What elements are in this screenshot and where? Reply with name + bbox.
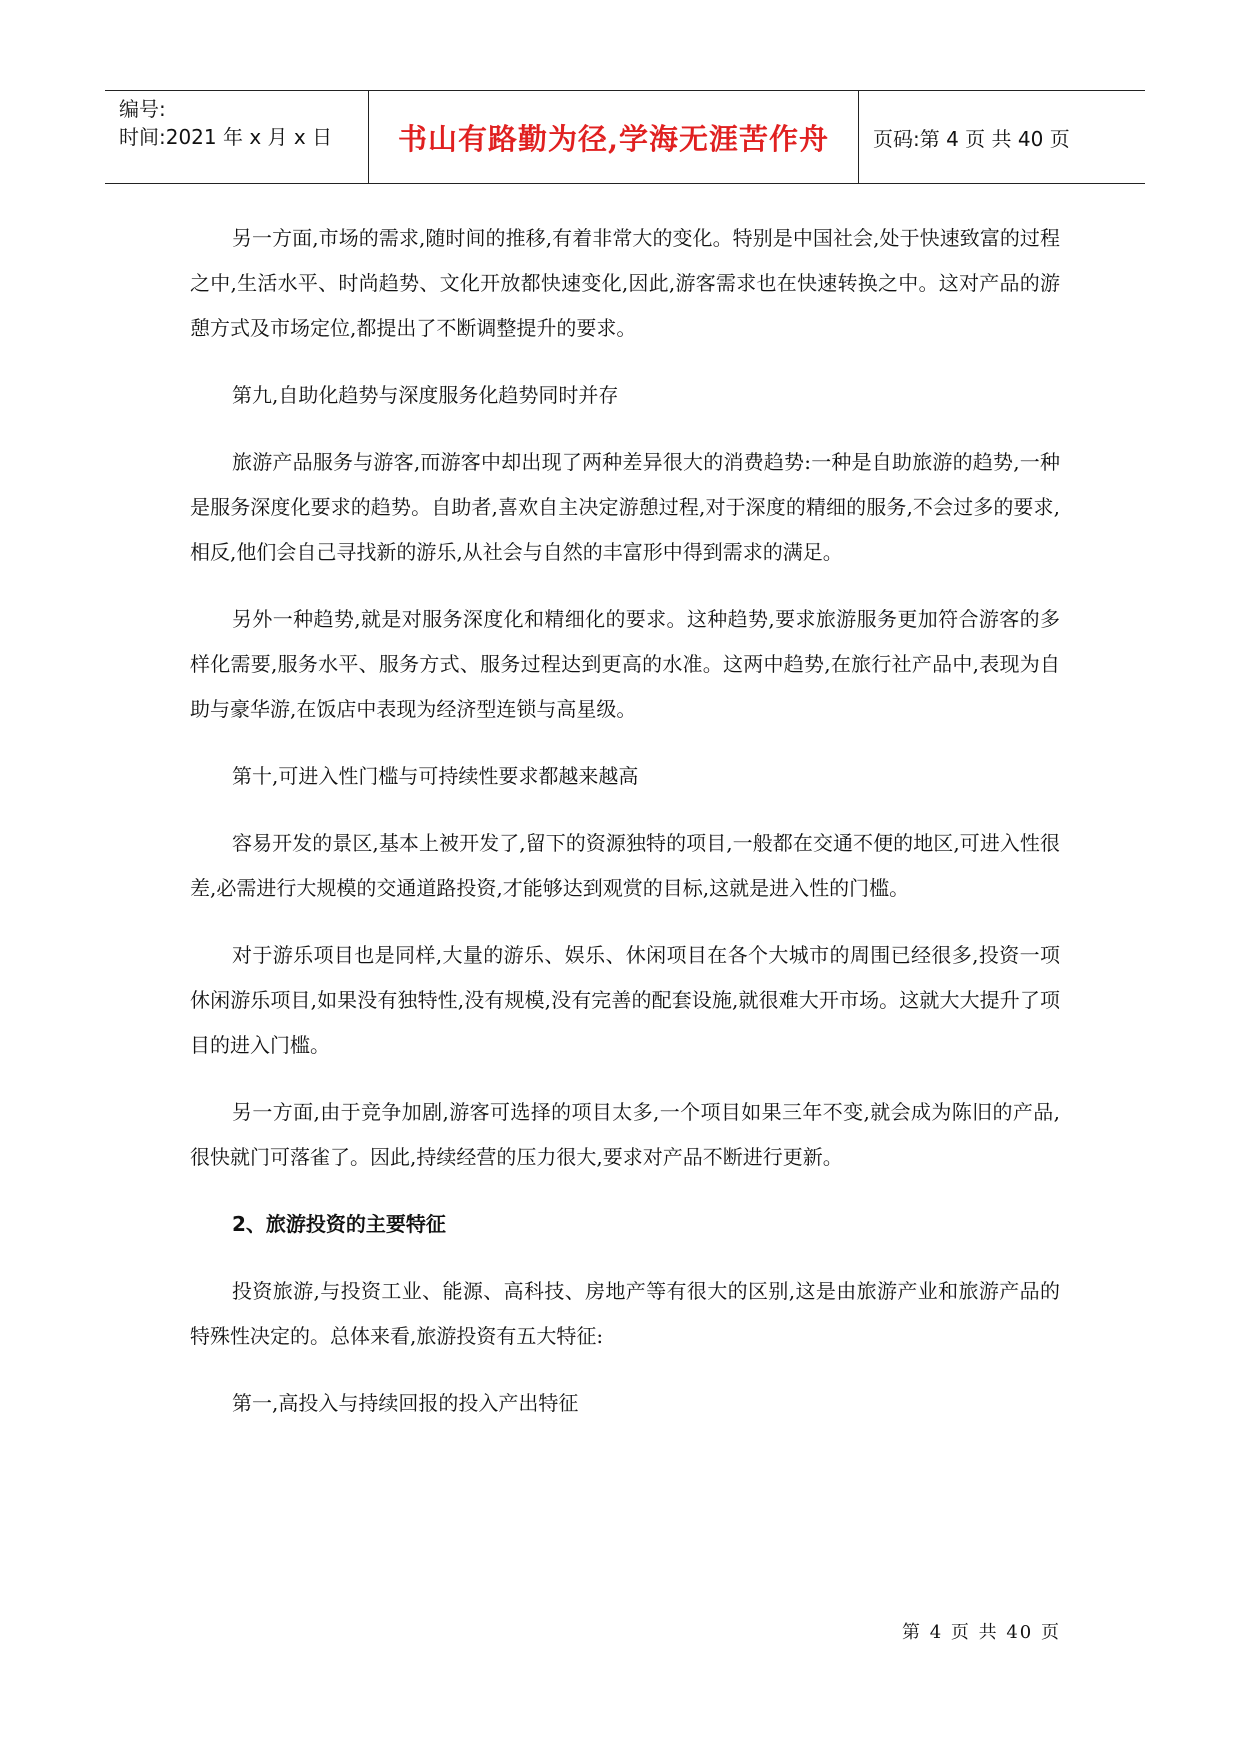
subheading: 第九,自助化趋势与深度服务化趋势同时并存	[232, 383, 619, 407]
page-footer: 第 4 页 共 40 页	[902, 1622, 1061, 1643]
document-time-label: 时间:2021 年 x 月 x 日	[119, 125, 333, 149]
subheading: 第十,可进入性门槛与可持续性要求都越来越高	[232, 764, 639, 788]
header-page-cell	[859, 91, 1145, 183]
header-meta	[105, 91, 369, 183]
paragraph: 另一方面,市场的需求,随时间的推移,有着非常大的变化。特别是中国社会,处于快速致富的过程之中,生活水平、时尚趋势、文化开放都快速变化,因此,游客需求也在快速转换之中。这对产品的游憩方式及市场定位,都提出了不断调整提升的要求。	[190, 226, 1060, 340]
paragraph: 另一方面,由于竞争加剧,游客可选择的项目太多,一个项目如果三年不变,就会成为陈旧的产品,很快就门可落雀了。因此,持续经营的压力很大,要求对产品不断进行更新。	[190, 1100, 1060, 1169]
section-heading: 2、旅游投资的主要特征	[232, 1212, 446, 1236]
paragraph: 另外一种趋势,就是对服务深度化和精细化的要求。这种趋势,要求旅游服务更加符合游客的多样化需要,服务水平、服务方式、服务过程达到更高的水准。这两中趋势,在旅行社产品中,表现为自助与豪华游,在饭店中表现为经济型连锁与高星级。	[190, 607, 1060, 721]
paragraph: 对于游乐项目也是同样,大量的游乐、娱乐、休闲项目在各个大城市的周围已经很多,投资一项休闲游乐项目,如果没有独特性,没有规模,没有完善的配套设施,就很难大开市场。这就大大提升了项目的进入门槛。	[190, 943, 1060, 1057]
header-motto: 书山有路勤为径,学海无涯苦作舟	[397, 121, 830, 156]
page-header	[105, 90, 1145, 184]
header-page-number: 页码:第 4 页 共 40 页	[873, 126, 1070, 151]
document-number-label: 编号:	[119, 97, 166, 121]
paragraph: 旅游产品服务与游客,而游客中却出现了两种差异很大的消费趋势:一种是自助旅游的趋势,一种是服务深度化要求的趋势。自助者,喜欢自主决定游憩过程,对于深度的精细的服务,不会过多的要求,相反,他们会自己寻找新的游乐,从社会与自然的丰富形中得到需求的满足。	[190, 450, 1060, 564]
paragraph: 容易开发的景区,基本上被开发了,留下的资源独特的项目,一般都在交通不便的地区,可进入性很差,必需进行大规模的交通道路投资,才能够达到观赏的目标,这就是进入性的门槛。	[190, 831, 1060, 900]
header-motto-cell	[369, 91, 859, 183]
document-body	[190, 216, 1060, 1448]
paragraph: 投资旅游,与投资工业、能源、高科技、房地产等有很大的区别,这是由旅游产业和旅游产品的特殊性决定的。总体来看,旅游投资有五大特征:	[190, 1279, 1060, 1348]
subheading: 第一,高投入与持续回报的投入产出特征	[232, 1391, 579, 1415]
